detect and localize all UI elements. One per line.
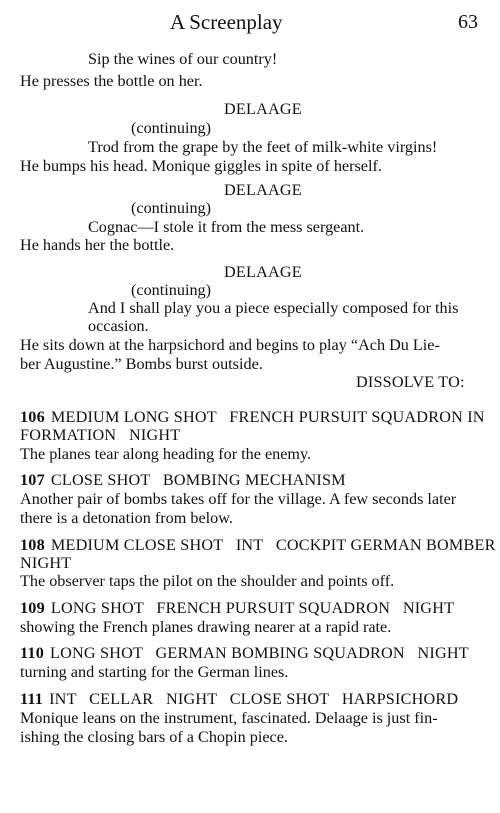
- shot-description: ishing the closing bars of a Chopin piece.: [20, 728, 288, 746]
- action-line: He bumps his head. Monique giggles in spite of herself.: [20, 157, 382, 175]
- dialogue-line: occasion.: [88, 317, 149, 335]
- running-title: A Screenplay: [170, 10, 283, 34]
- dialogue-line: Trod from the grape by the feet of milk-white virgins!: [88, 138, 438, 156]
- shot-number: 109: [20, 599, 45, 617]
- character-name: DELAAGE: [224, 100, 302, 118]
- parenthetical: (continuing): [131, 119, 212, 137]
- shot-description: Another pair of bombs takes off for the village. A few seconds later: [20, 490, 457, 508]
- page-number: 63: [458, 11, 478, 33]
- dialogue-line: Sip the wines of our country!: [88, 50, 278, 68]
- shot-heading-text: LONG SHOT GERMAN BOMBING SQUADRON NIGHT: [50, 644, 469, 662]
- shot-description: there is a detonation from below.: [20, 509, 233, 527]
- shot-description: turning and starting for the German lines.: [20, 663, 289, 681]
- page-header: [0, 10, 500, 40]
- parenthetical: (continuing): [131, 199, 212, 217]
- parenthetical: (continuing): [131, 281, 212, 299]
- shot-description: The planes tear along heading for the enemy.: [20, 445, 312, 463]
- shot-description: The observer taps the pilot on the shoulder and points off.: [20, 572, 395, 590]
- shot-heading: NIGHT: [20, 554, 72, 572]
- shot-heading-text: MEDIUM LONG SHOT FRENCH PURSUIT SQUADRON IN: [50, 408, 485, 426]
- shot-number: 108: [20, 536, 45, 554]
- action-line: He presses the bottle on her.: [20, 72, 203, 90]
- shot-heading: [20, 534, 496, 556]
- dialogue-line: And I shall play you a piece especially composed for this: [88, 299, 459, 317]
- shot-number: 106: [20, 408, 45, 426]
- action-line: ber Augustine.” Bombs burst outside.: [20, 355, 263, 373]
- transition: DISSOLVE TO:: [356, 373, 465, 391]
- shot-heading-text: INT CELLAR NIGHT CLOSE SHOT HARPSICHORD: [49, 690, 459, 708]
- shot-heading: FORMATION NIGHT: [20, 426, 181, 444]
- dialogue-line: Cognac—I stole it from the mess sergeant.: [88, 218, 365, 236]
- action-line: He sits down at the harpsichord and begins to play “Ach Du Lie-: [20, 336, 440, 354]
- shot-heading-text: MEDIUM CLOSE SHOT INT COCKPIT GERMAN BOMBER: [50, 536, 496, 554]
- action-line: He hands her the bottle.: [20, 236, 175, 254]
- character-name: DELAAGE: [224, 181, 302, 199]
- shot-heading-text: LONG SHOT FRENCH PURSUIT SQUADRON NIGHT: [50, 599, 455, 617]
- character-name: DELAAGE: [224, 263, 302, 281]
- shot-heading-text: CLOSE SHOT BOMBING MECHANISM: [50, 471, 346, 489]
- shot-number: 111: [20, 690, 44, 708]
- shot-description: showing the French planes drawing nearer at a rapid rate.: [20, 618, 392, 636]
- shot-number: 107: [20, 471, 45, 489]
- shot-description: Monique leans on the instrument, fascinated. Delaage is just fin-: [20, 709, 438, 727]
- shot-number: 110: [20, 644, 44, 662]
